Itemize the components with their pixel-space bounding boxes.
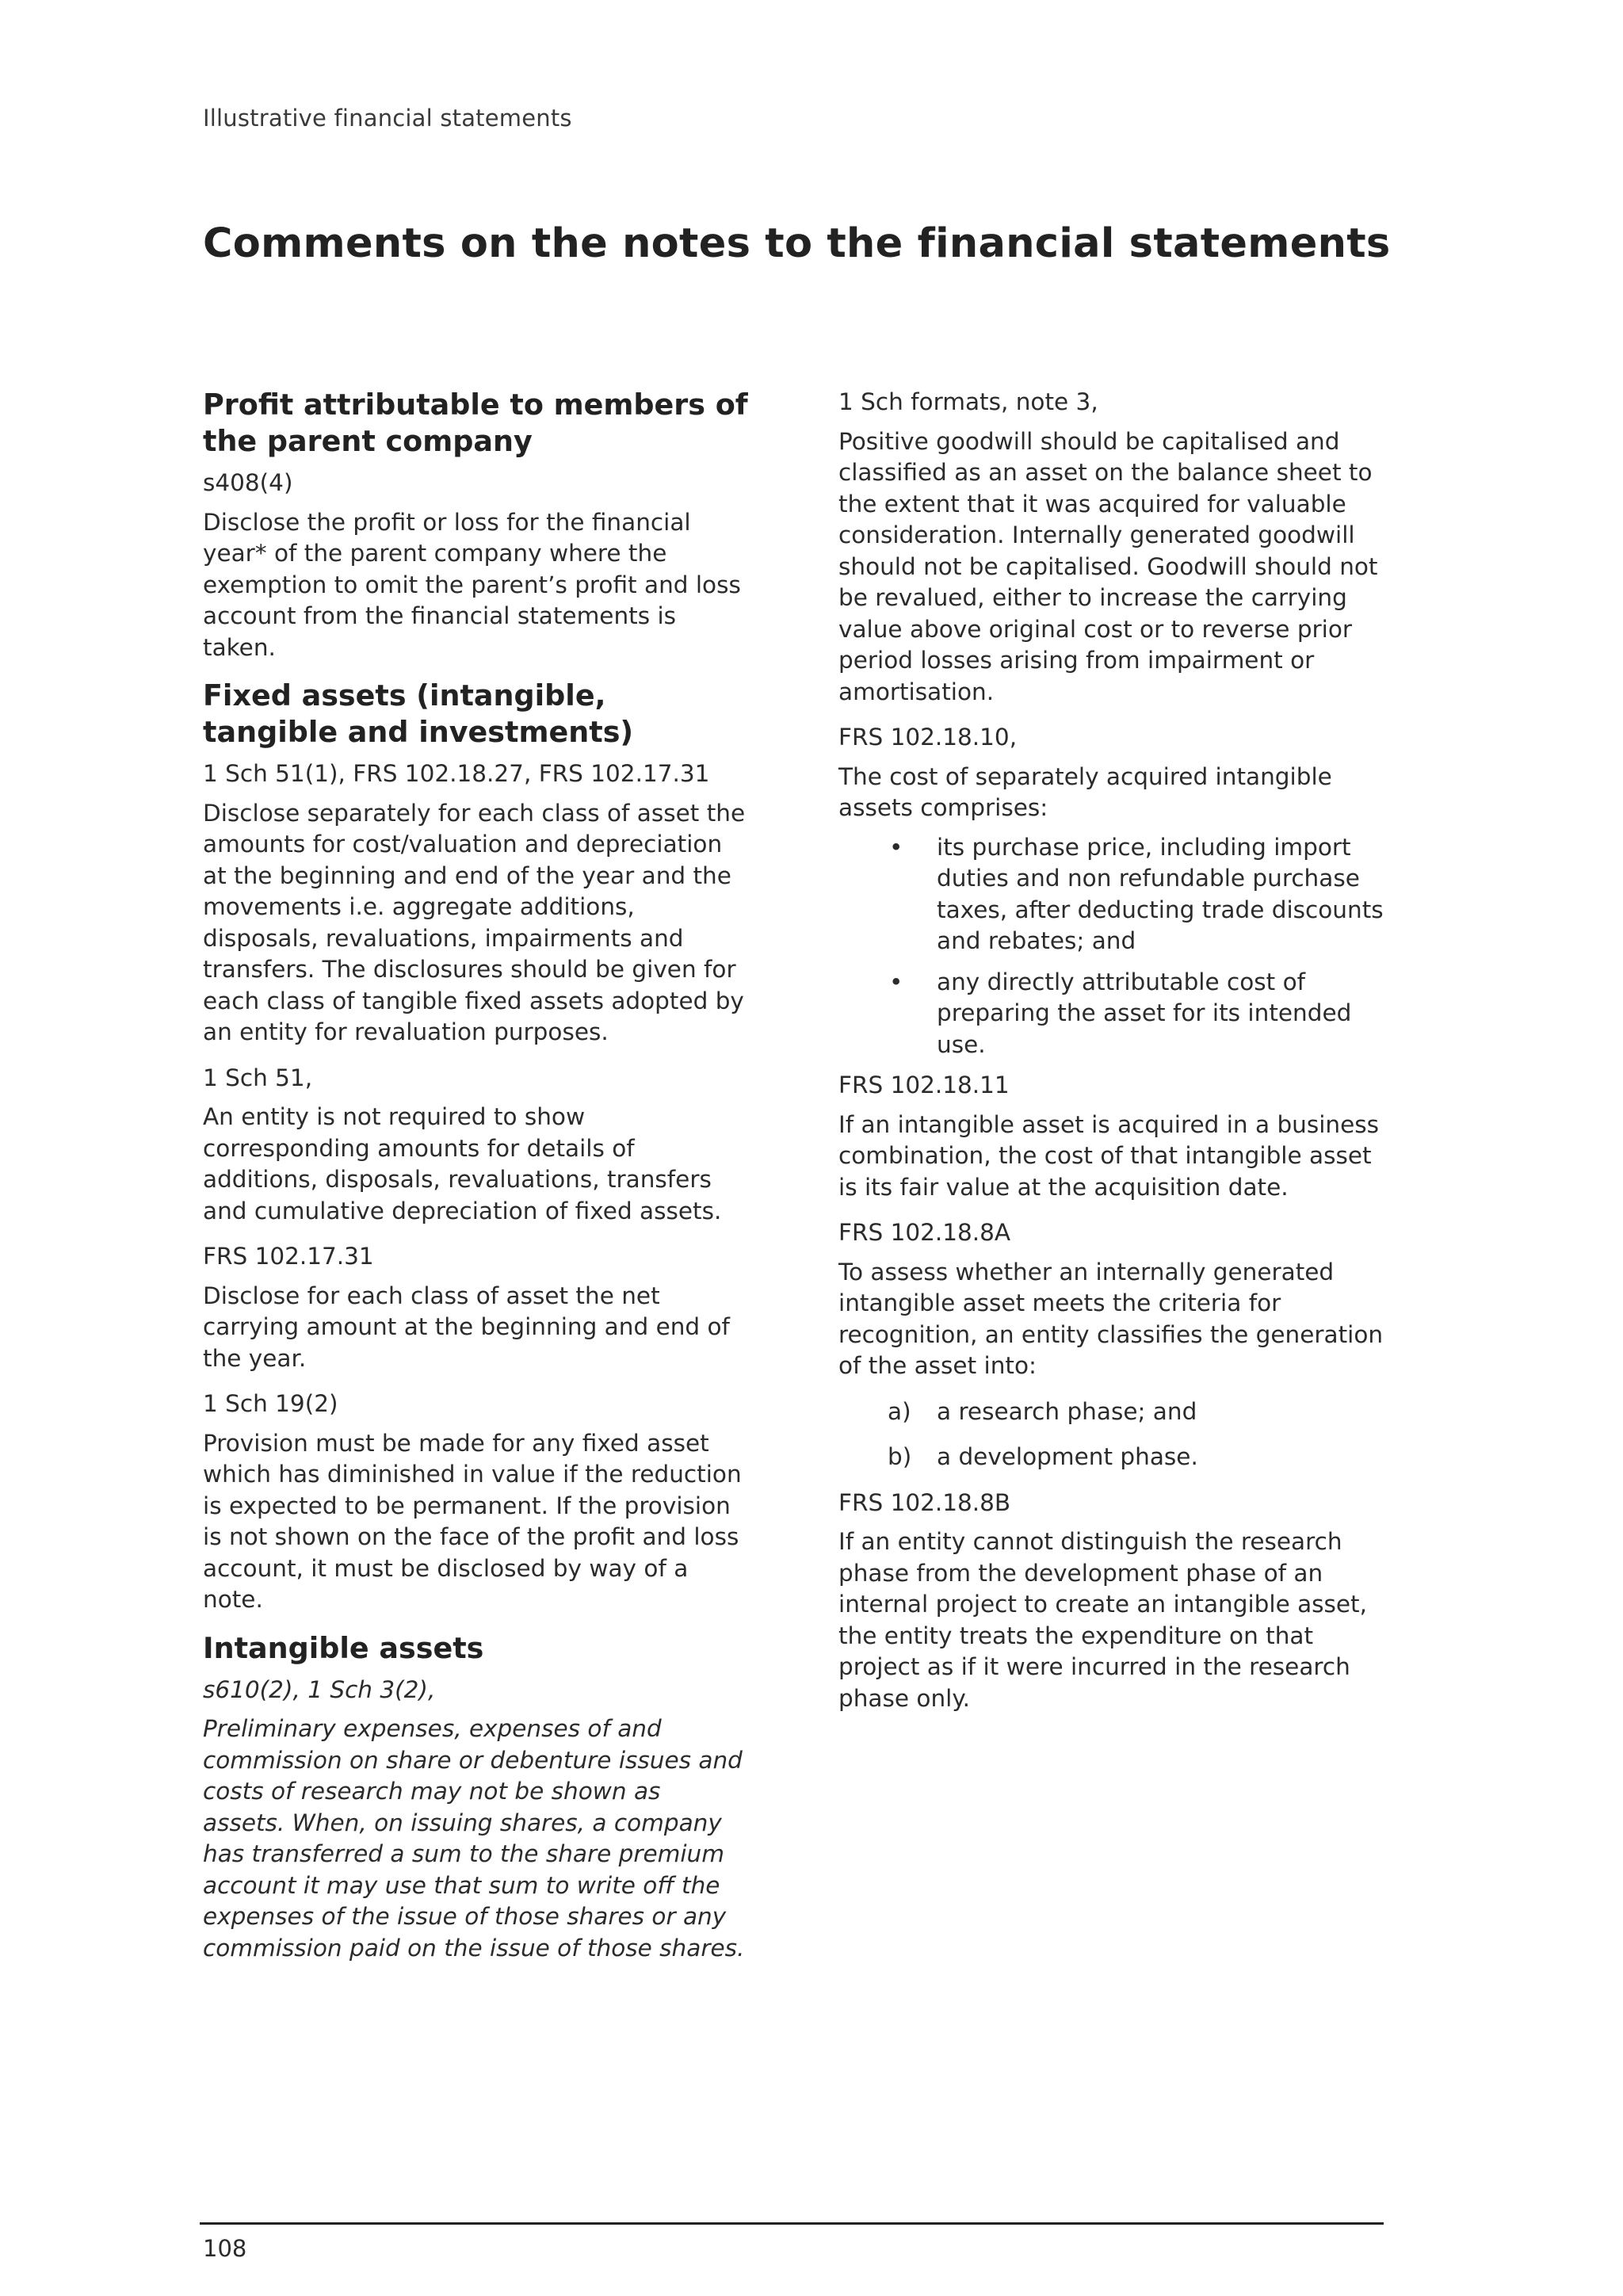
paragraph-intangible-assets: Preliminary expenses, expenses of and commission on share or debenture issues and costs of research may not be shown as assets. When, on issuing shares, a company has transferred a sum to the share premium account it may use that sum to write off the expenses of the issue of those shares or any commission paid on the issue of those shares. (203, 1715, 745, 1962)
reference-fixed-assets-2: 1 Sch 51, (203, 1064, 313, 1091)
paragraph-goodwill: Positive goodwill should be capitalised and classified as an asset on the balance sheet to the extent that it was acquired for valuable consideration. Internally generated goodwill should not be capitalised. Goodwill should not be revalued, either to increase the carrying value above original cost or to reverse prior period losses arising from impairment or amortisation. (838, 427, 1378, 705)
paragraph-research-phase: If an entity cannot distinguish the research phase from the development phase of an internal project to create an intangible asset, the entity treats the expenditure on that project as if it were incurred in the research phase only. (838, 1528, 1368, 1712)
list-item-text: any directly attributable cost of preparing the asset for its intended use. (937, 968, 1352, 1058)
list-item-text: a development phase. (937, 1443, 1198, 1470)
paragraph-cost-intro: The cost of separately acquired intangible assets comprises: (838, 762, 1332, 821)
paragraph-profit: Disclose the profit or loss for the financial year* of the parent company where the exemption to omit the parent’s profit and loss account from the financial statements is taken. (203, 508, 741, 661)
page-number: 108 (203, 2235, 247, 2262)
phase-list (838, 1396, 1385, 1473)
reference-frs-18-8b: FRS 102.18.8B (838, 1488, 1011, 1516)
section-heading-profit: Profit attributable to members of the parent company (203, 388, 748, 458)
left-column (203, 387, 750, 1978)
right-column (838, 387, 1385, 1729)
paragraph-fixed-assets-3: Disclose for each class of asset the net carrying amount at the beginning and end of the year. (203, 1282, 730, 1372)
reference-frs-18-11: FRS 102.18.11 (838, 1072, 1010, 1098)
bullet-icon: • (889, 833, 903, 861)
section-heading-intangible-assets: Intangible assets (203, 1630, 484, 1665)
list-item-text: its purchase price, including import duties and non refundable purchase taxes, after deducting trade discounts and rebates; and (937, 833, 1384, 954)
list-item (838, 832, 1385, 957)
reference-sch-formats: 1 Sch formats, note 3, (838, 388, 1098, 415)
section-heading-fixed-assets: Fixed assets (intangible, tangible and investments) (203, 678, 634, 749)
paragraph-business-combination: If an intangible asset is acquired in a business combination, the cost of that intangible asset is its fair value at the acquisition date. (838, 1110, 1380, 1201)
cost-bullet-list (838, 832, 1385, 1061)
list-marker: a) (888, 1397, 911, 1425)
reference-fixed-assets-1: 1 Sch 51(1), FRS 102.18.27, FRS 102.17.31 (203, 760, 710, 787)
reference-fixed-assets-3: FRS 102.17.31 (203, 1243, 374, 1270)
list-item-text: a research phase; and (937, 1397, 1197, 1425)
reference-intangible-assets: s610(2), 1 Sch 3(2), (203, 1675, 436, 1703)
list-marker: b) (888, 1443, 912, 1470)
paragraph-fixed-assets-1: Disclose separately for each class of asset the amounts for cost/valuation and depreciation at the beginning and end of the year and the movements i.e. aggregate additions, disposals, revaluations, impairments and transfers. The disclosures should be given for each class of tangible fixed assets adopted by an entity for revaluation purposes. (203, 799, 746, 1045)
reference-fixed-assets-4: 1 Sch 19(2) (203, 1390, 338, 1417)
bullet-icon: • (889, 968, 903, 995)
reference-frs-18-8a: FRS 102.18.8A (838, 1219, 1011, 1246)
page-title: Comments on the notes to the financial statements (203, 220, 1391, 267)
running-header: Illustrative financial statements (203, 105, 572, 132)
list-item (838, 967, 1385, 1061)
paragraph-fixed-assets-4: Provision must be made for any fixed asset which has diminished in value if the reduction is expected to be permanent. If the provision is not shown on the face of the profit and loss account, it must be disclosed by way of a note. (203, 1429, 742, 1613)
list-item (838, 1442, 1385, 1473)
paragraph-fixed-assets-2: An entity is not required to show corresponding amounts for details of additions, disposals, revaluations, transfers and cumulative depreciation of fixed assets. (203, 1103, 722, 1224)
paragraph-internally-generated: To assess whether an internally generated intangible asset meets the criteria for recognition, an entity classifies the generation of the asset into: (838, 1258, 1384, 1379)
reference-s408: s408(4) (203, 469, 293, 496)
footer-divider (200, 2222, 1384, 2225)
reference-frs-18-10: FRS 102.18.10, (838, 724, 1018, 751)
list-item (838, 1396, 1385, 1428)
